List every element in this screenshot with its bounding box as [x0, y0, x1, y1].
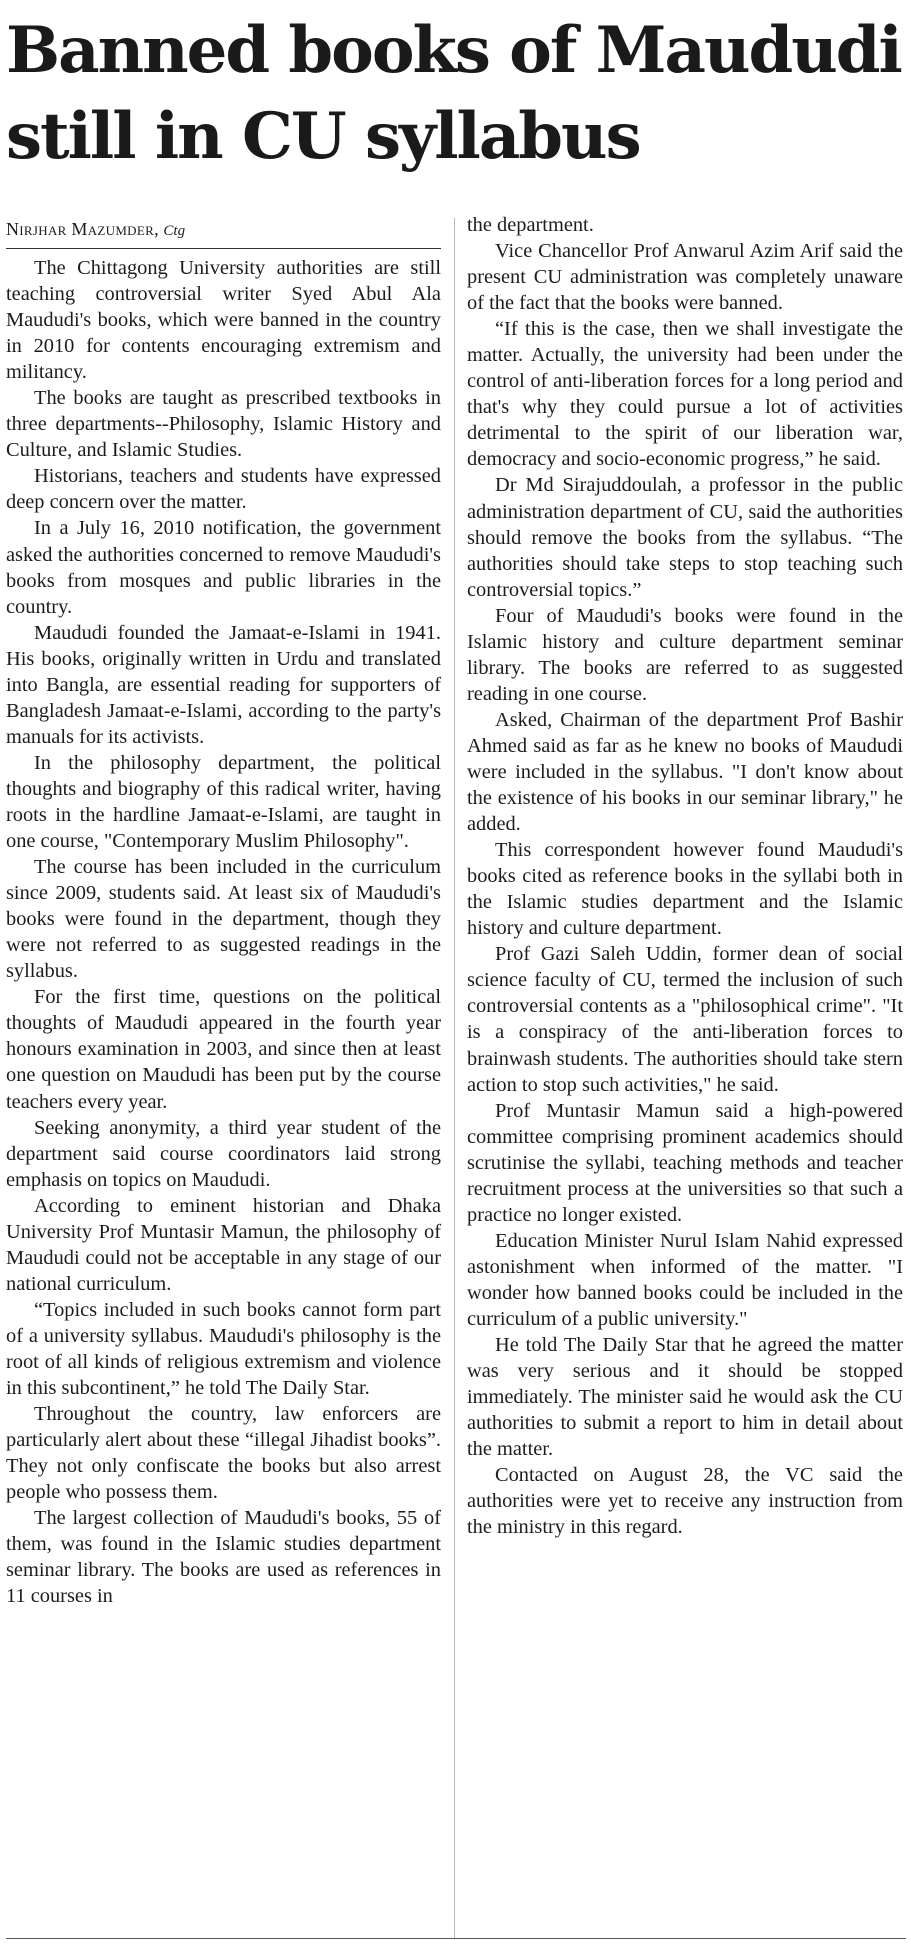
headline-line-2: still in CU syllabus — [6, 99, 640, 174]
paragraph: Seeking anonymity, a third year student of the department said course coordinators laid strong emphasis on topics on Maududi. — [6, 1116, 441, 1191]
headline-line-1: Banned books of Maududi — [6, 13, 901, 88]
paragraph: Vice Chancellor Prof Anwarul Azim Arif said the present CU administration was completely unaware of the fact that the books were banned. — [467, 240, 903, 315]
headline — [6, 8, 906, 180]
paragraph: Prof Gazi Saleh Uddin, former dean of social science faculty of CU, termed the inclusion of such controversial contents as a "philosophical crime". "It is a conspiracy of the anti-liberation forces to brainwash students. The authorities should take stern action to stop such activities," he said. — [467, 943, 903, 1096]
paragraph: Dr Md Sirajuddoulah, a professor in the public administration department of CU, said the authorities should remove the books from the syllabus. “The authorities should take steps to stop teaching such controversial topics.” — [467, 474, 903, 601]
byline-divider — [6, 248, 441, 249]
article-column-right — [467, 212, 903, 1540]
paragraph: In a July 16, 2010 notification, the government asked the authorities concerned to remove Maududi's books from mosques and public libraries in the country. — [6, 517, 441, 618]
byline-location: Ctg — [163, 223, 186, 239]
byline-author: Nirjhar Mazumder, — [6, 219, 159, 239]
paragraph-continued: the department. — [467, 214, 594, 236]
paragraph: Four of Maududi's books were found in the Islamic history and culture department seminar library. The books are referred to as suggested reading in one course. — [467, 604, 903, 705]
paragraph: The largest collection of Maududi's books, 55 of them, was found in the Islamic studies department seminar library. The books are used as references in 11 courses in — [6, 1507, 441, 1608]
paragraph: This correspondent however found Maududi's books cited as reference books in the syllabi both in the Islamic studies department and the Islamic history and culture department. — [467, 839, 903, 940]
bottom-divider — [6, 1938, 906, 1939]
paragraph: Maududi founded the Jamaat-e-Islami in 1941. His books, originally written in Urdu and translated into Bangla, are essential reading for supporters of Bangladesh Jamaat-e-Islami, according to the party's manuals for its activists. — [6, 621, 441, 748]
paragraph: The Chittagong University authorities are still teaching controversial writer Syed Abul Ala Maududi's books, which were banned in the country in 2010 for contents encouraging extremism and militancy. — [6, 257, 441, 384]
paragraph: Contacted on August 28, the VC said the authorities were yet to receive any instruction from the ministry in this regard. — [467, 1464, 903, 1539]
paragraph: The course has been included in the curriculum since 2009, students said. At least six of Maududi's books were found in the department, though they were not referred to as suggested readings in the syllabus. — [6, 856, 441, 983]
paragraph: Education Minister Nurul Islam Nahid expressed astonishment when informed of the matter. "I wonder how banned books could be included in the curriculum of a public university." — [467, 1229, 903, 1330]
paragraph: Asked, Chairman of the department Prof Bashir Ahmed said as far as he knew no books of Maududi were included in the syllabus. "I don't know about the existence of his books in our seminar library," he added. — [467, 708, 903, 836]
byline — [6, 216, 441, 244]
paragraph: Historians, teachers and students have expressed deep concern over the matter. — [6, 465, 441, 514]
paragraph: “Topics included in such books cannot form part of a university syllabus. Maududi's philosophy is the root of all kinds of religious extremism and violence in this subcontinent,” he told The Daily Star. — [6, 1298, 441, 1400]
paragraph: According to eminent historian and Dhaka University Prof Muntasir Mamun, the philosophy of Maududi could not be acceptable in any stage of our national curriculum. — [6, 1194, 441, 1295]
paragraph: “If this is the case, then we shall investigate the matter. Actually, the university had been under the control of anti-liberation forces for a long period and that's why they could pursue a lot of activities detrimental to the spirit of our liberation war, democracy and socio-economic progress,” he said. — [467, 318, 903, 471]
paragraph: Prof Muntasir Mamun said a high-powered committee comprising prominent academics should scrutinise the syllabi, teaching methods and teacher recruitment process at the universities so that such a practice no longer existed. — [467, 1099, 903, 1226]
column-divider — [454, 218, 455, 1938]
paragraph: For the first time, questions on the political thoughts of Maududi appeared in the fourth year honours examination in 2003, and since then at least one question on Maududi has been put by the course teachers every year. — [6, 986, 441, 1113]
paragraph: Throughout the country, law enforcers are particularly alert about these “illegal Jihadist books”. They not only confiscate the books but also arrest people who possess them. — [6, 1403, 441, 1504]
paragraph: The books are taught as prescribed textbooks in three departments--Philosophy, Islamic History and Culture, and Islamic Studies. — [6, 387, 441, 462]
paragraph: In the philosophy department, the political thoughts and biography of this radical writer, having roots in the hardline Jamaat-e-Islami, are taught in one course, "Contemporary Muslim Philosophy". — [6, 751, 441, 853]
paragraph: He told The Daily Star that he agreed the matter was very serious and it should be stopped immediately. The minister said he would ask the CU authorities to submit a report to him in detail about the matter. — [467, 1334, 903, 1461]
article-column-left — [6, 255, 441, 1609]
